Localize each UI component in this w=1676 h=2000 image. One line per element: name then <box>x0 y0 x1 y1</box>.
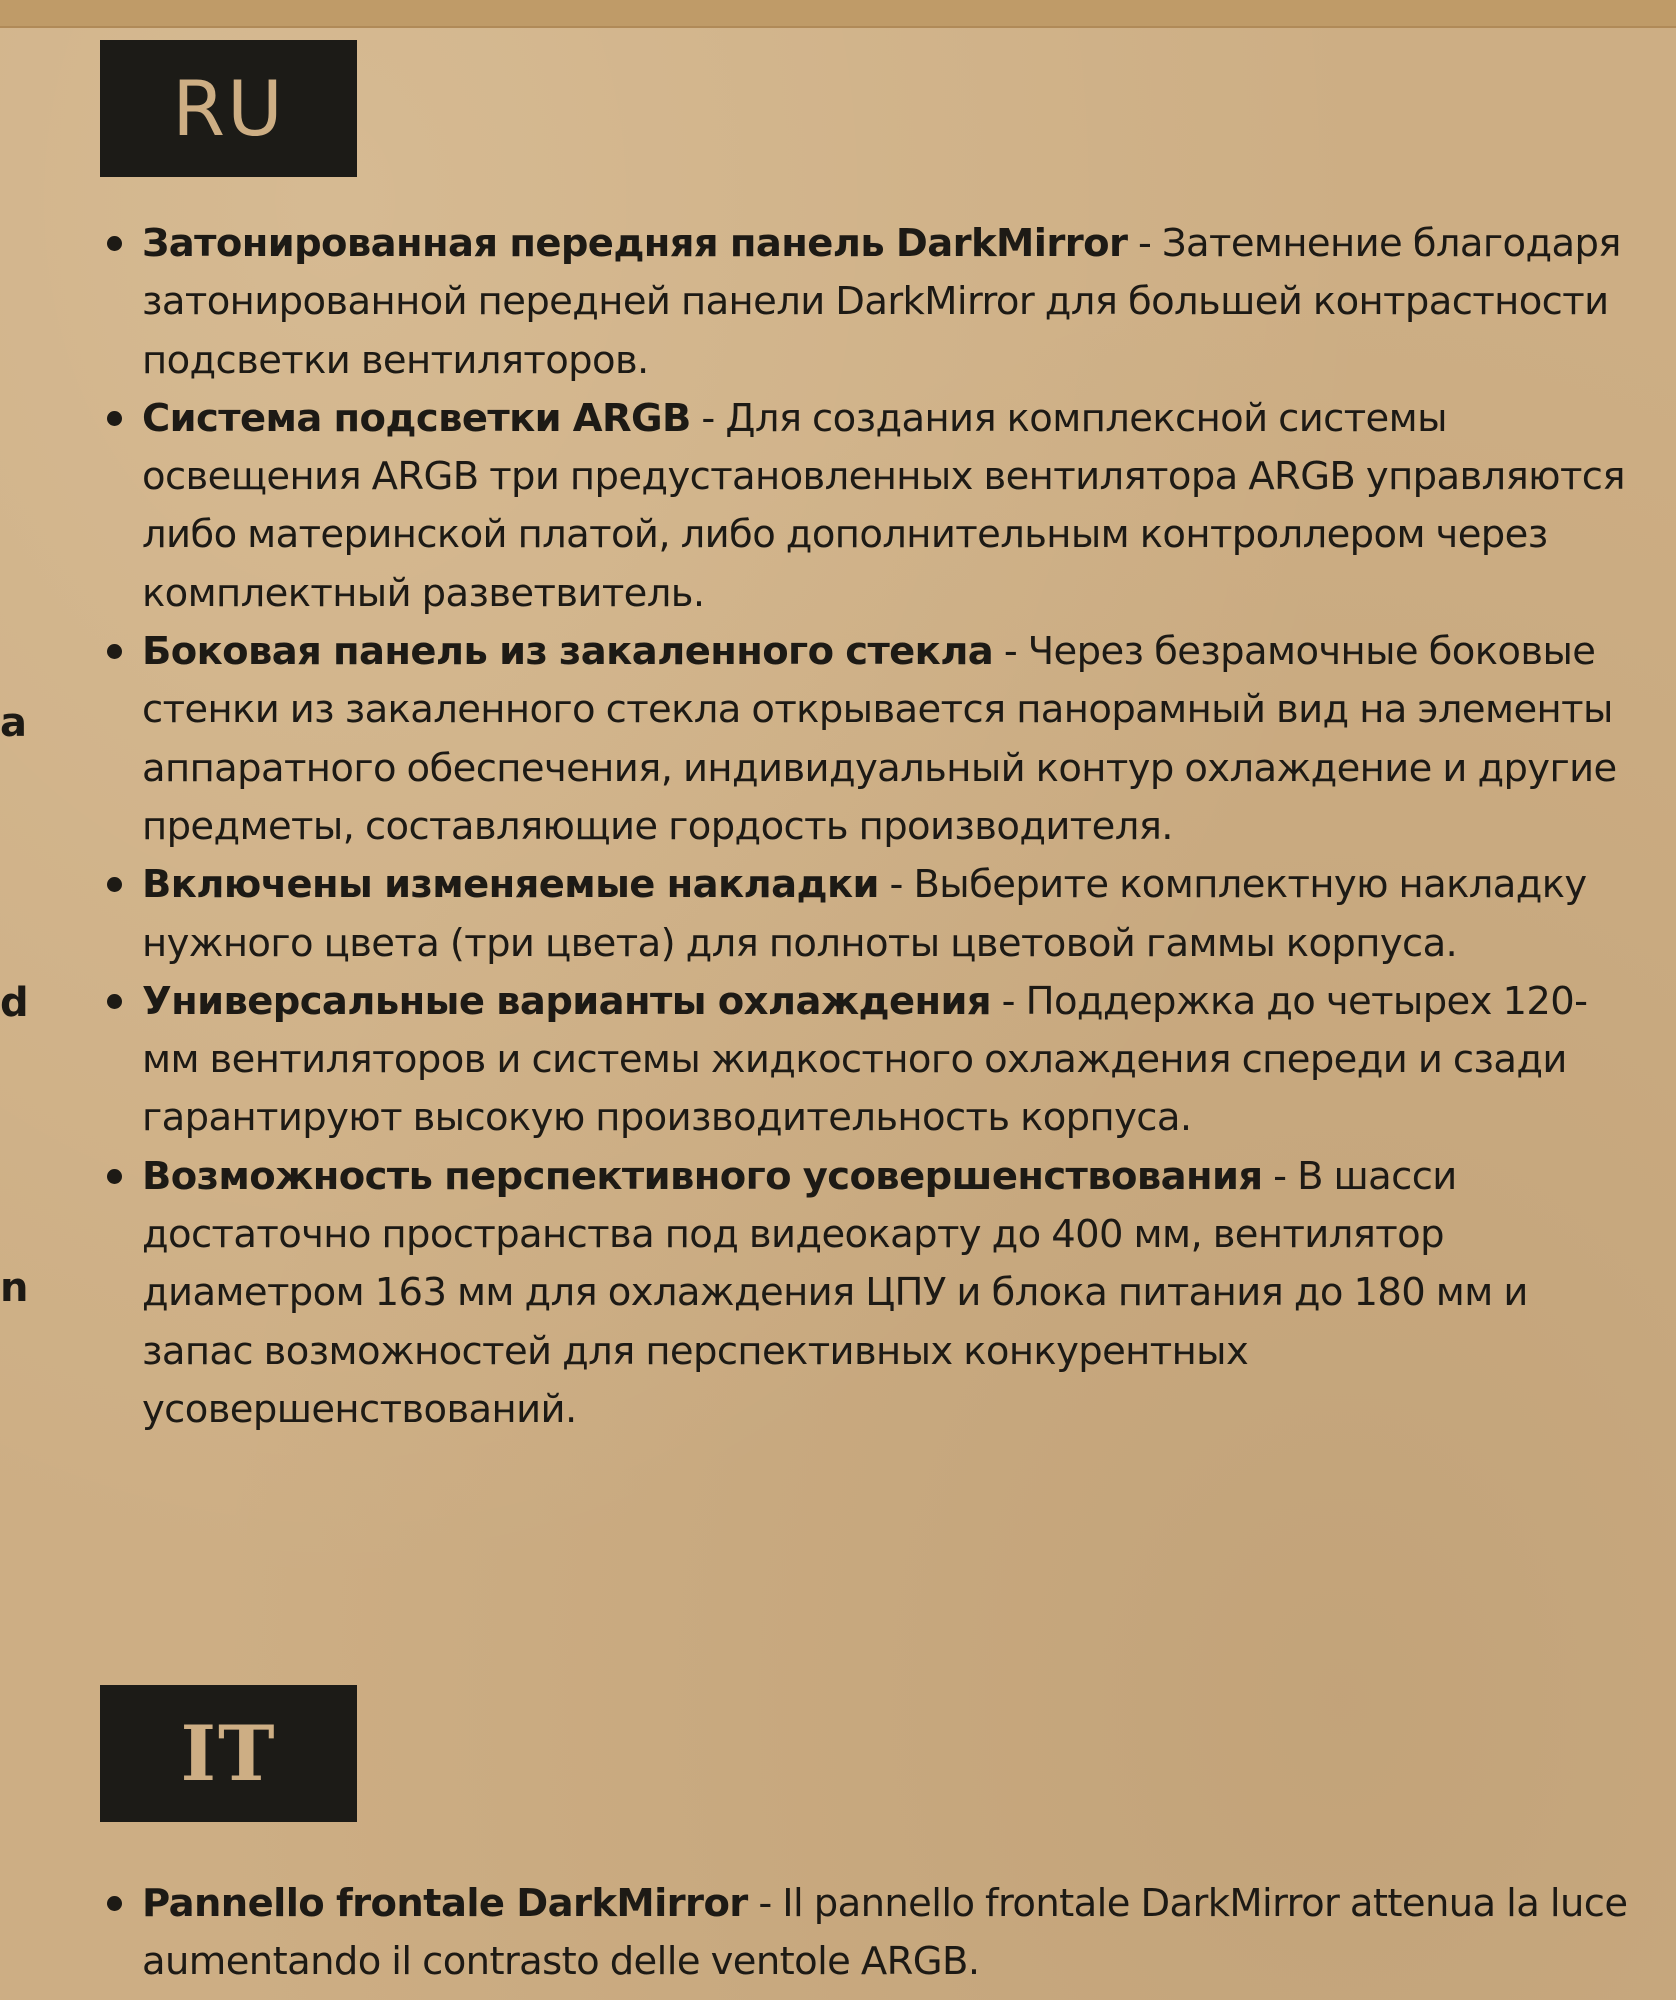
bullet-icon <box>107 236 122 251</box>
feature-title: Возможность перспективного усовершенствования <box>142 1153 1263 1199</box>
bullet-icon <box>107 994 122 1009</box>
feature-title: Pannello frontale DarkMirror <box>142 1881 748 1926</box>
language-badge-ru: RU <box>100 40 357 177</box>
feature-description: - Il pannello frontale DarkMirror attenua la luce aumentando il contrasto delle ventole ARGB. <box>142 1881 1628 1985</box>
bullet-icon <box>107 1896 122 1911</box>
edge-letter-fragment: n <box>0 1265 29 1311</box>
feature-item <box>100 973 1640 1148</box>
feature-description: - Выберите комплектную накладку нужного цвета (три цвета) для полноты цветовой гаммы корпуса. <box>142 862 1587 966</box>
feature-description: - Затемнение благодаря затонированной передней панели DarkMirror для большей контрастности подсветки вентиляторов. <box>142 221 1621 383</box>
edge-letter-fragment: a <box>0 700 27 746</box>
feature-item <box>100 1875 1640 1992</box>
box-top-edge <box>0 0 1676 28</box>
feature-title: Универсальные варианты охлаждения <box>142 978 992 1024</box>
feature-item <box>100 623 1640 856</box>
ru-feature-list <box>100 215 1640 1439</box>
feature-title: Включены изменяемые накладки <box>142 862 879 908</box>
ru-feature-section <box>100 215 1640 1439</box>
feature-description: - В шасси достаточно пространства под видеокарту до 400 мм, вентилятор диаметром 163 мм для охлаждения ЦПУ и блока питания до 180 мм и запас возможностей для перспективных конкурентных усовершенствований. <box>142 1153 1528 1432</box>
bullet-icon <box>107 644 122 659</box>
feature-item <box>100 390 1640 623</box>
bullet-icon <box>107 877 122 892</box>
feature-item <box>100 1148 1640 1439</box>
bullet-icon <box>107 411 122 426</box>
it-feature-section <box>100 1875 1640 1992</box>
feature-title: Боковая панель из закаленного стекла <box>142 629 994 675</box>
feature-item <box>100 215 1640 390</box>
language-badge-it: IT <box>100 1685 357 1822</box>
feature-description: - Для создания комплексной системы освещения ARGB три предустановленных вентилятора ARGB управляются либо материнской платой, либо дополнительным контроллером через комплектный разветвитель. <box>142 395 1625 616</box>
feature-title: Затонированная передняя панель DarkMirror <box>142 221 1128 266</box>
edge-letter-fragment: d <box>0 980 29 1026</box>
it-feature-list <box>100 1875 1640 1992</box>
feature-description: - Через безрамочные боковые стенки из закаленного стекла открывается панорамный вид на элементы аппаратного обеспечения, индивидуальный контур охлаждение и другие предметы, составляющие гордость производителя. <box>142 629 1617 849</box>
feature-title: Система подсветки ARGB <box>142 395 691 441</box>
feature-item <box>100 856 1640 973</box>
bullet-icon <box>107 1169 122 1184</box>
feature-description: - Поддержка до четырех 120-мм вентиляторов и системы жидкостного охлаждения спереди и сзади гарантируют высокую производительность корпуса. <box>142 978 1588 1141</box>
